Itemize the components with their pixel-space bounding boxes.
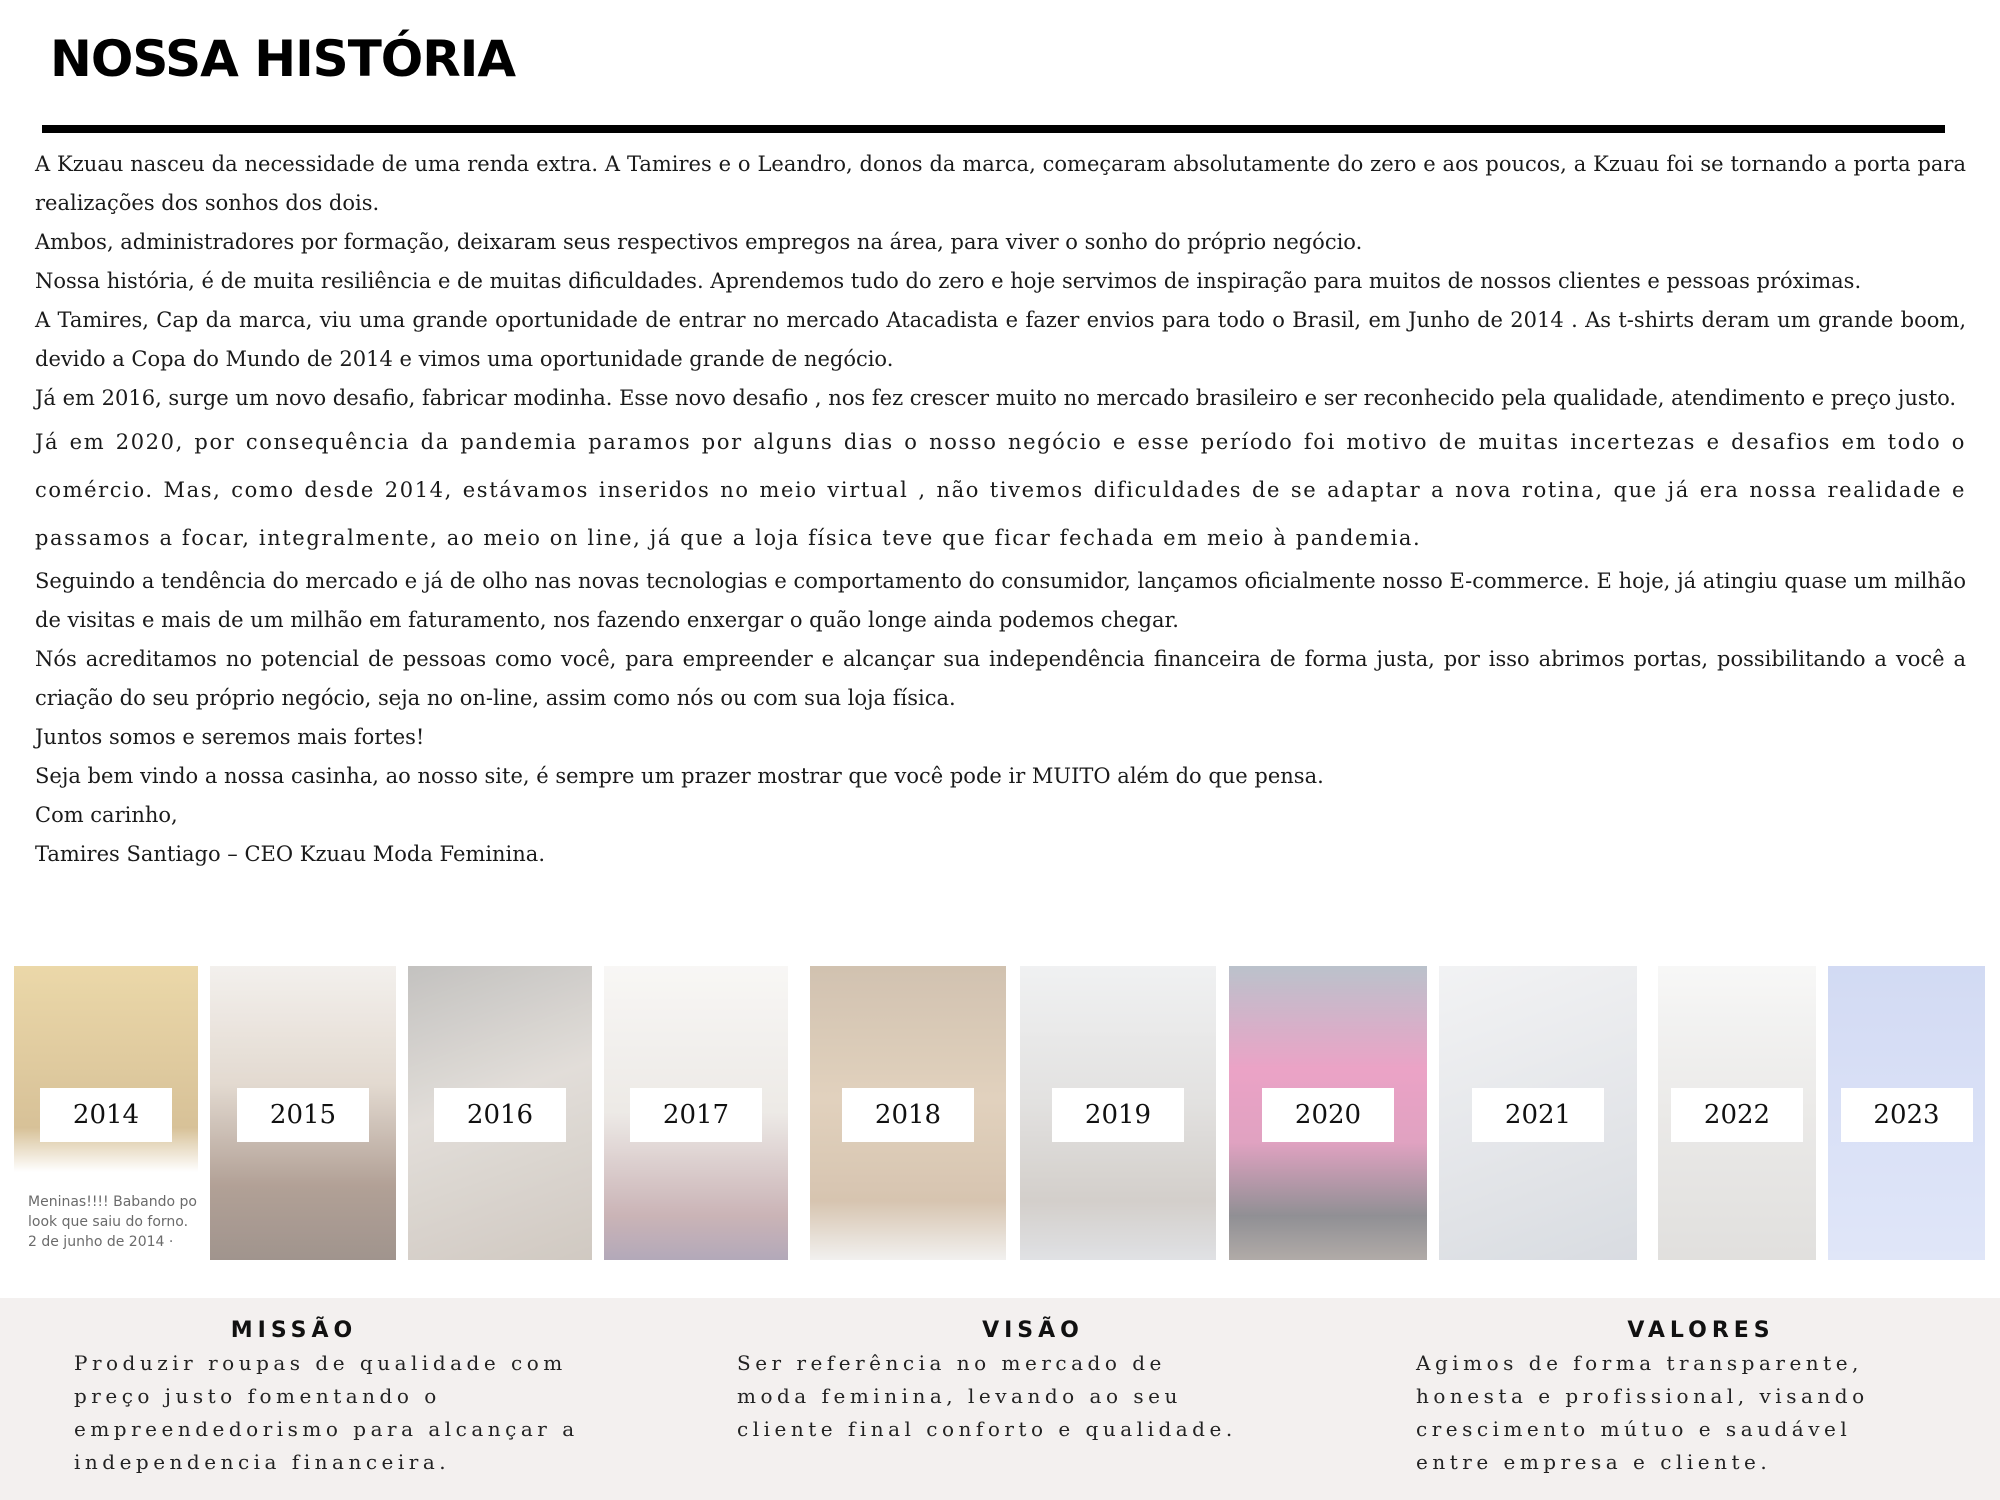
year-label: 2014 bbox=[40, 1088, 172, 1142]
timeline-photo-2015 bbox=[210, 966, 396, 1260]
values-heading: VALORES bbox=[1627, 1318, 1775, 1343]
history-paragraph: Seja bem vindo a nossa casinha, ao nosso site, é sempre um prazer mostrar que você pode ir MUITO além do que pensa. bbox=[35, 764, 1324, 788]
timeline-photo-2018 bbox=[810, 966, 1006, 1260]
timeline-photo-2017 bbox=[604, 966, 788, 1260]
history-paragraph: A Tamires, Cap da marca, viu uma grande oportunidade de entrar no mercado Atacadista e fazer envios para todo o Brasil, em Junho de 2014 . As t-shirts deram um grande boom, devido a Copa do Mundo de 2014 e vimos uma oportunidade grande de negócio. bbox=[35, 308, 1966, 371]
timeline-photo-2020 bbox=[1229, 966, 1427, 1260]
vision-column bbox=[737, 1318, 1237, 1446]
timeline-photo-2023 bbox=[1828, 966, 1985, 1260]
vision-text: Ser referência no mercado de moda feminina, levando ao seu cliente final conforto e qualidade. bbox=[737, 1351, 1237, 1441]
history-paragraph: Já em 2020, por consequência da pandemia paramos por alguns dias o nosso negócio e esse período foi motivo de muitas incertezas e desafios em todo o comércio. Mas, como desde 2014, estávamos inseridos no meio virtual , não tivemos dificuldades de se adaptar a nova rotina, que já era nossa realidade e passamos a focar, integralmente, ao meio on line, já que a loja física teve que ficar fechada em meio à pandemia. bbox=[35, 430, 1966, 550]
timeline-photo-2022 bbox=[1658, 966, 1816, 1260]
year-label: 2017 bbox=[630, 1088, 762, 1142]
year-label: 2016 bbox=[434, 1088, 566, 1142]
history-paragraph: Seguindo a tendência do mercado e já de olho nas novas tecnologias e comportamento do consumidor, lançamos oficialmente nosso E-commerce. E hoje, já atingiu quase um milhão de visitas e mais de um milhão em faturamento, nos fazendo enxergar o quão longe ainda podemos chegar. bbox=[35, 569, 1966, 632]
history-paragraph: Juntos somos e seremos mais fortes! bbox=[35, 725, 425, 749]
vision-heading: VISÃO bbox=[982, 1318, 1084, 1343]
mission-text: Produzir roupas de qualidade com preço justo fomentando o empreendedorismo para alcançar a independencia financeira. bbox=[74, 1351, 579, 1474]
history-paragraph: A Kzuau nasceu da necessidade de uma renda extra. A Tamires e o Leandro, donos da marca, começaram absolutamente do zero e aos poucos, a Kzuau foi se tornando a porta para realizações dos sonhos dos dois. bbox=[35, 152, 1966, 215]
timeline-gallery bbox=[0, 966, 2000, 1260]
timeline-photo-2021 bbox=[1439, 966, 1637, 1260]
mission-heading: MISSÃO bbox=[230, 1318, 358, 1343]
values-text: Agimos de forma transparente, honesta e profissional, visando crescimento mútuo e saudável entre empresa e cliente. bbox=[1416, 1351, 1869, 1474]
year-label: 2018 bbox=[842, 1088, 974, 1142]
history-paragraph: Nossa história, é de muita resiliência e de muitas dificuldades. Aprendemos tudo do zero e hoje servimos de inspiração para muitos de nossos clientes e pessoas próximas. bbox=[35, 269, 1862, 293]
timeline-photo-2019 bbox=[1020, 966, 1216, 1260]
year-label: 2021 bbox=[1472, 1088, 1604, 1142]
timeline-photo-2016 bbox=[408, 966, 592, 1260]
photo-caption: Meninas!!!! Babando po look que saiu do forno. 2 de junho de 2014 · bbox=[28, 1194, 197, 1250]
year-label: 2020 bbox=[1262, 1088, 1394, 1142]
values-column bbox=[1416, 1318, 1936, 1479]
history-signature: Tamires Santiago – CEO Kzuau Moda Feminina. bbox=[35, 842, 545, 866]
timeline-photo-2014 bbox=[14, 966, 198, 1260]
mission-column bbox=[74, 1318, 594, 1479]
year-label: 2022 bbox=[1671, 1088, 1803, 1142]
year-label: 2019 bbox=[1052, 1088, 1184, 1142]
footer-values-section bbox=[0, 1298, 2000, 1500]
history-paragraph: Ambos, administradores por formação, deixaram seus respectivos empregos na área, para viver o sonho do próprio negócio. bbox=[35, 230, 1363, 254]
history-paragraph: Nós acreditamos no potencial de pessoas como você, para empreender e alcançar sua independência financeira de forma justa, por isso abrimos portas, possibilitando a você a criação do seu próprio negócio, seja no on-line, assim como nós ou com sua loja física. bbox=[35, 647, 1966, 710]
year-label: 2015 bbox=[237, 1088, 369, 1142]
history-text bbox=[35, 145, 1966, 874]
history-paragraph: Já em 2016, surge um novo desafio, fabricar modinha. Esse novo desafio , nos fez crescer muito no mercado brasileiro e ser reconhecido pela qualidade, atendimento e preço justo. bbox=[35, 386, 1957, 410]
history-paragraph: Com carinho, bbox=[35, 803, 178, 827]
title-divider bbox=[42, 125, 1945, 133]
page-title: NOSSA HISTÓRIA bbox=[50, 30, 516, 88]
year-label: 2023 bbox=[1841, 1088, 1973, 1142]
